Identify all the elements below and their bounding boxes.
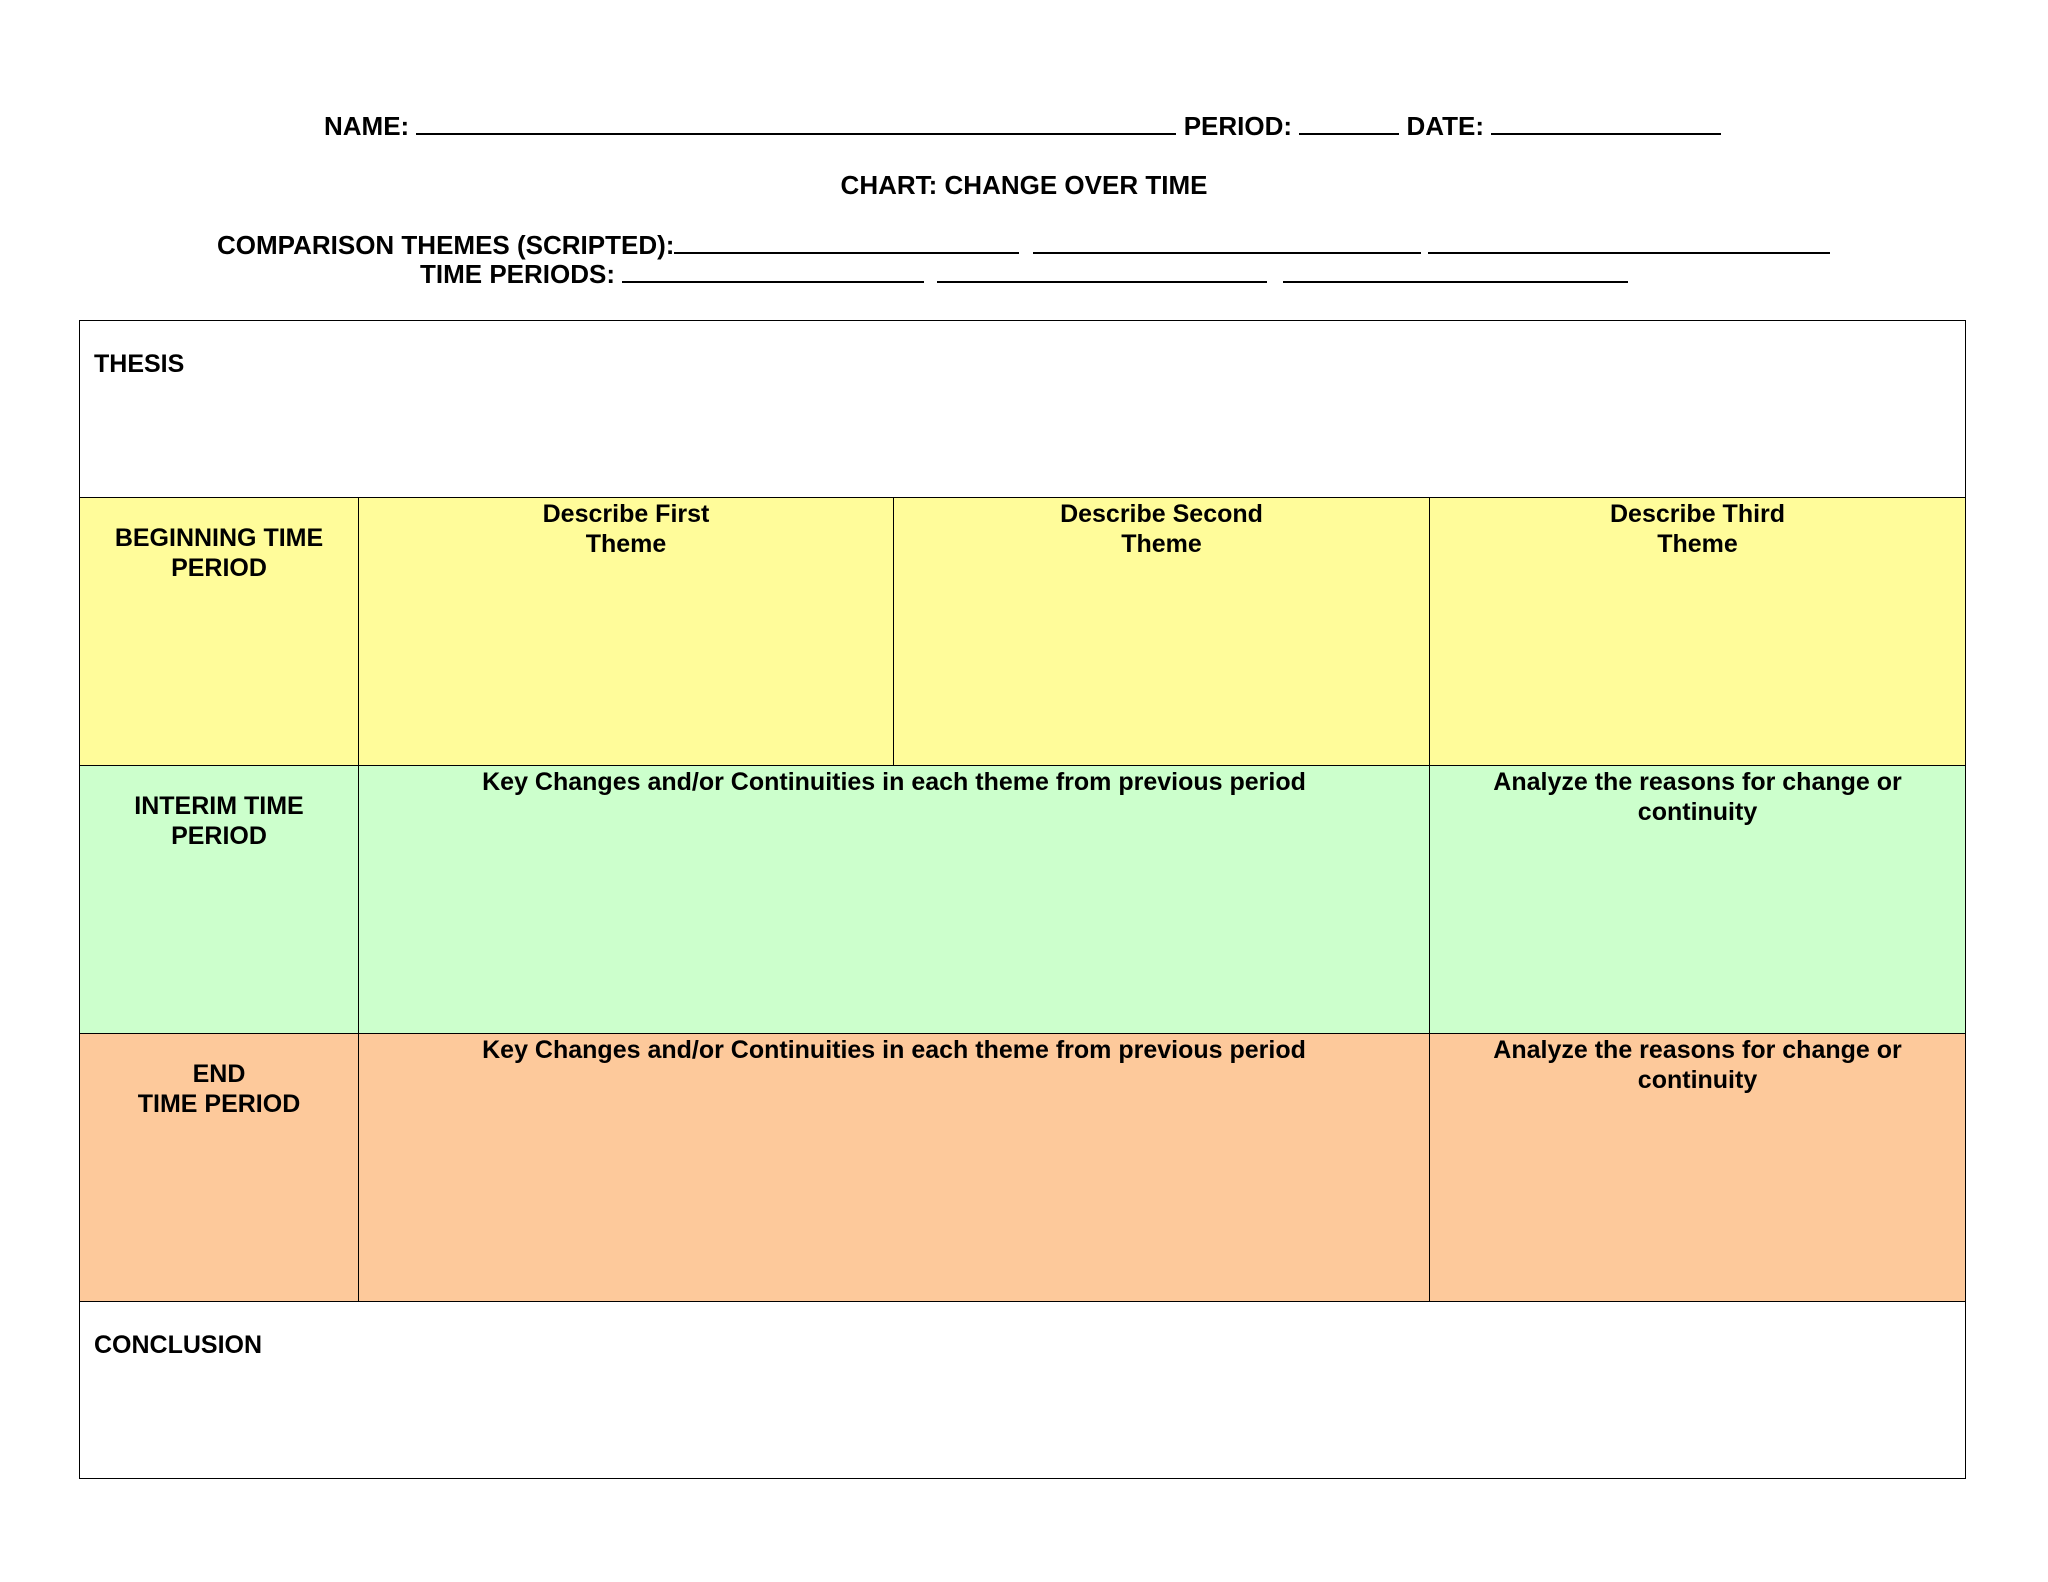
end-row [80,1034,1966,1302]
theme-field-2[interactable] [1033,230,1421,254]
name-field[interactable] [416,111,1176,135]
period-field-2[interactable] [937,259,1267,283]
end-changes-cell[interactable] [359,1034,1430,1302]
beginning-label-line2: PERIOD [171,554,267,582]
first-theme-line1: Describe First [542,500,710,528]
chart-title: CHART: CHANGE OVER TIME [840,170,1208,200]
period-label: PERIOD: [1183,111,1293,141]
interim-analyze-line2: continuity [1637,798,1758,826]
end-analyze-line1: Analyze the reasons for change or [1493,1036,1902,1064]
change-over-time-chart [79,320,1966,1479]
end-label-cell [80,1034,359,1302]
first-theme-line2: Theme [585,530,667,558]
theme-field-1[interactable] [674,230,1019,254]
conclusion-label: CONCLUSION [94,1331,263,1359]
theme-field-3[interactable] [1428,230,1830,254]
comparison-themes-line [217,230,1830,260]
second-theme-line2: Theme [1121,530,1202,558]
end-analyze-cell[interactable] [1430,1034,1966,1302]
beginning-label-line1: BEGINNING TIME [114,524,324,552]
interim-analyze-line1: Analyze the reasons for change or [1493,768,1902,796]
period-field-3[interactable] [1283,259,1628,283]
first-theme-cell[interactable] [359,498,894,766]
second-theme-cell[interactable] [894,498,1430,766]
beginning-label-cell [80,498,359,766]
end-changes-header: Key Changes and/or Continuities in each theme from previous period [482,1036,1306,1064]
third-theme-cell[interactable] [1430,498,1966,766]
date-field[interactable] [1491,111,1721,135]
third-theme-line1: Describe Third [1609,500,1786,528]
interim-label-cell [80,766,359,1034]
interim-changes-header: Key Changes and/or Continuities in each theme from previous period [482,768,1306,796]
thesis-cell[interactable] [80,321,1966,498]
thesis-row [80,321,1966,498]
end-label-line2: TIME PERIOD [137,1090,301,1118]
interim-analyze-cell[interactable] [1430,766,1966,1034]
time-periods-label: TIME PERIODS: [420,259,616,289]
name-label: NAME: [324,111,410,141]
thesis-label: THESIS [94,350,185,378]
name-period-date-line [324,111,1721,141]
period-field-1[interactable] [622,259,924,283]
interim-label-line1: INTERIM TIME [134,792,304,820]
conclusion-row [80,1302,1966,1479]
date-label: DATE: [1406,111,1485,141]
beginning-row [80,498,1966,766]
third-theme-line2: Theme [1657,530,1738,558]
second-theme-line1: Describe Second [1060,500,1263,528]
interim-changes-cell[interactable] [359,766,1430,1034]
comparison-themes-label: COMPARISON THEMES (SCRIPTED): [217,230,675,260]
interim-label-line2: PERIOD [171,822,267,850]
period-field[interactable] [1299,111,1399,135]
time-periods-line [420,259,1628,289]
end-analyze-line2: continuity [1637,1066,1758,1094]
interim-row [80,766,1966,1034]
conclusion-cell[interactable] [80,1302,1966,1479]
end-label-line1: END [192,1060,246,1088]
